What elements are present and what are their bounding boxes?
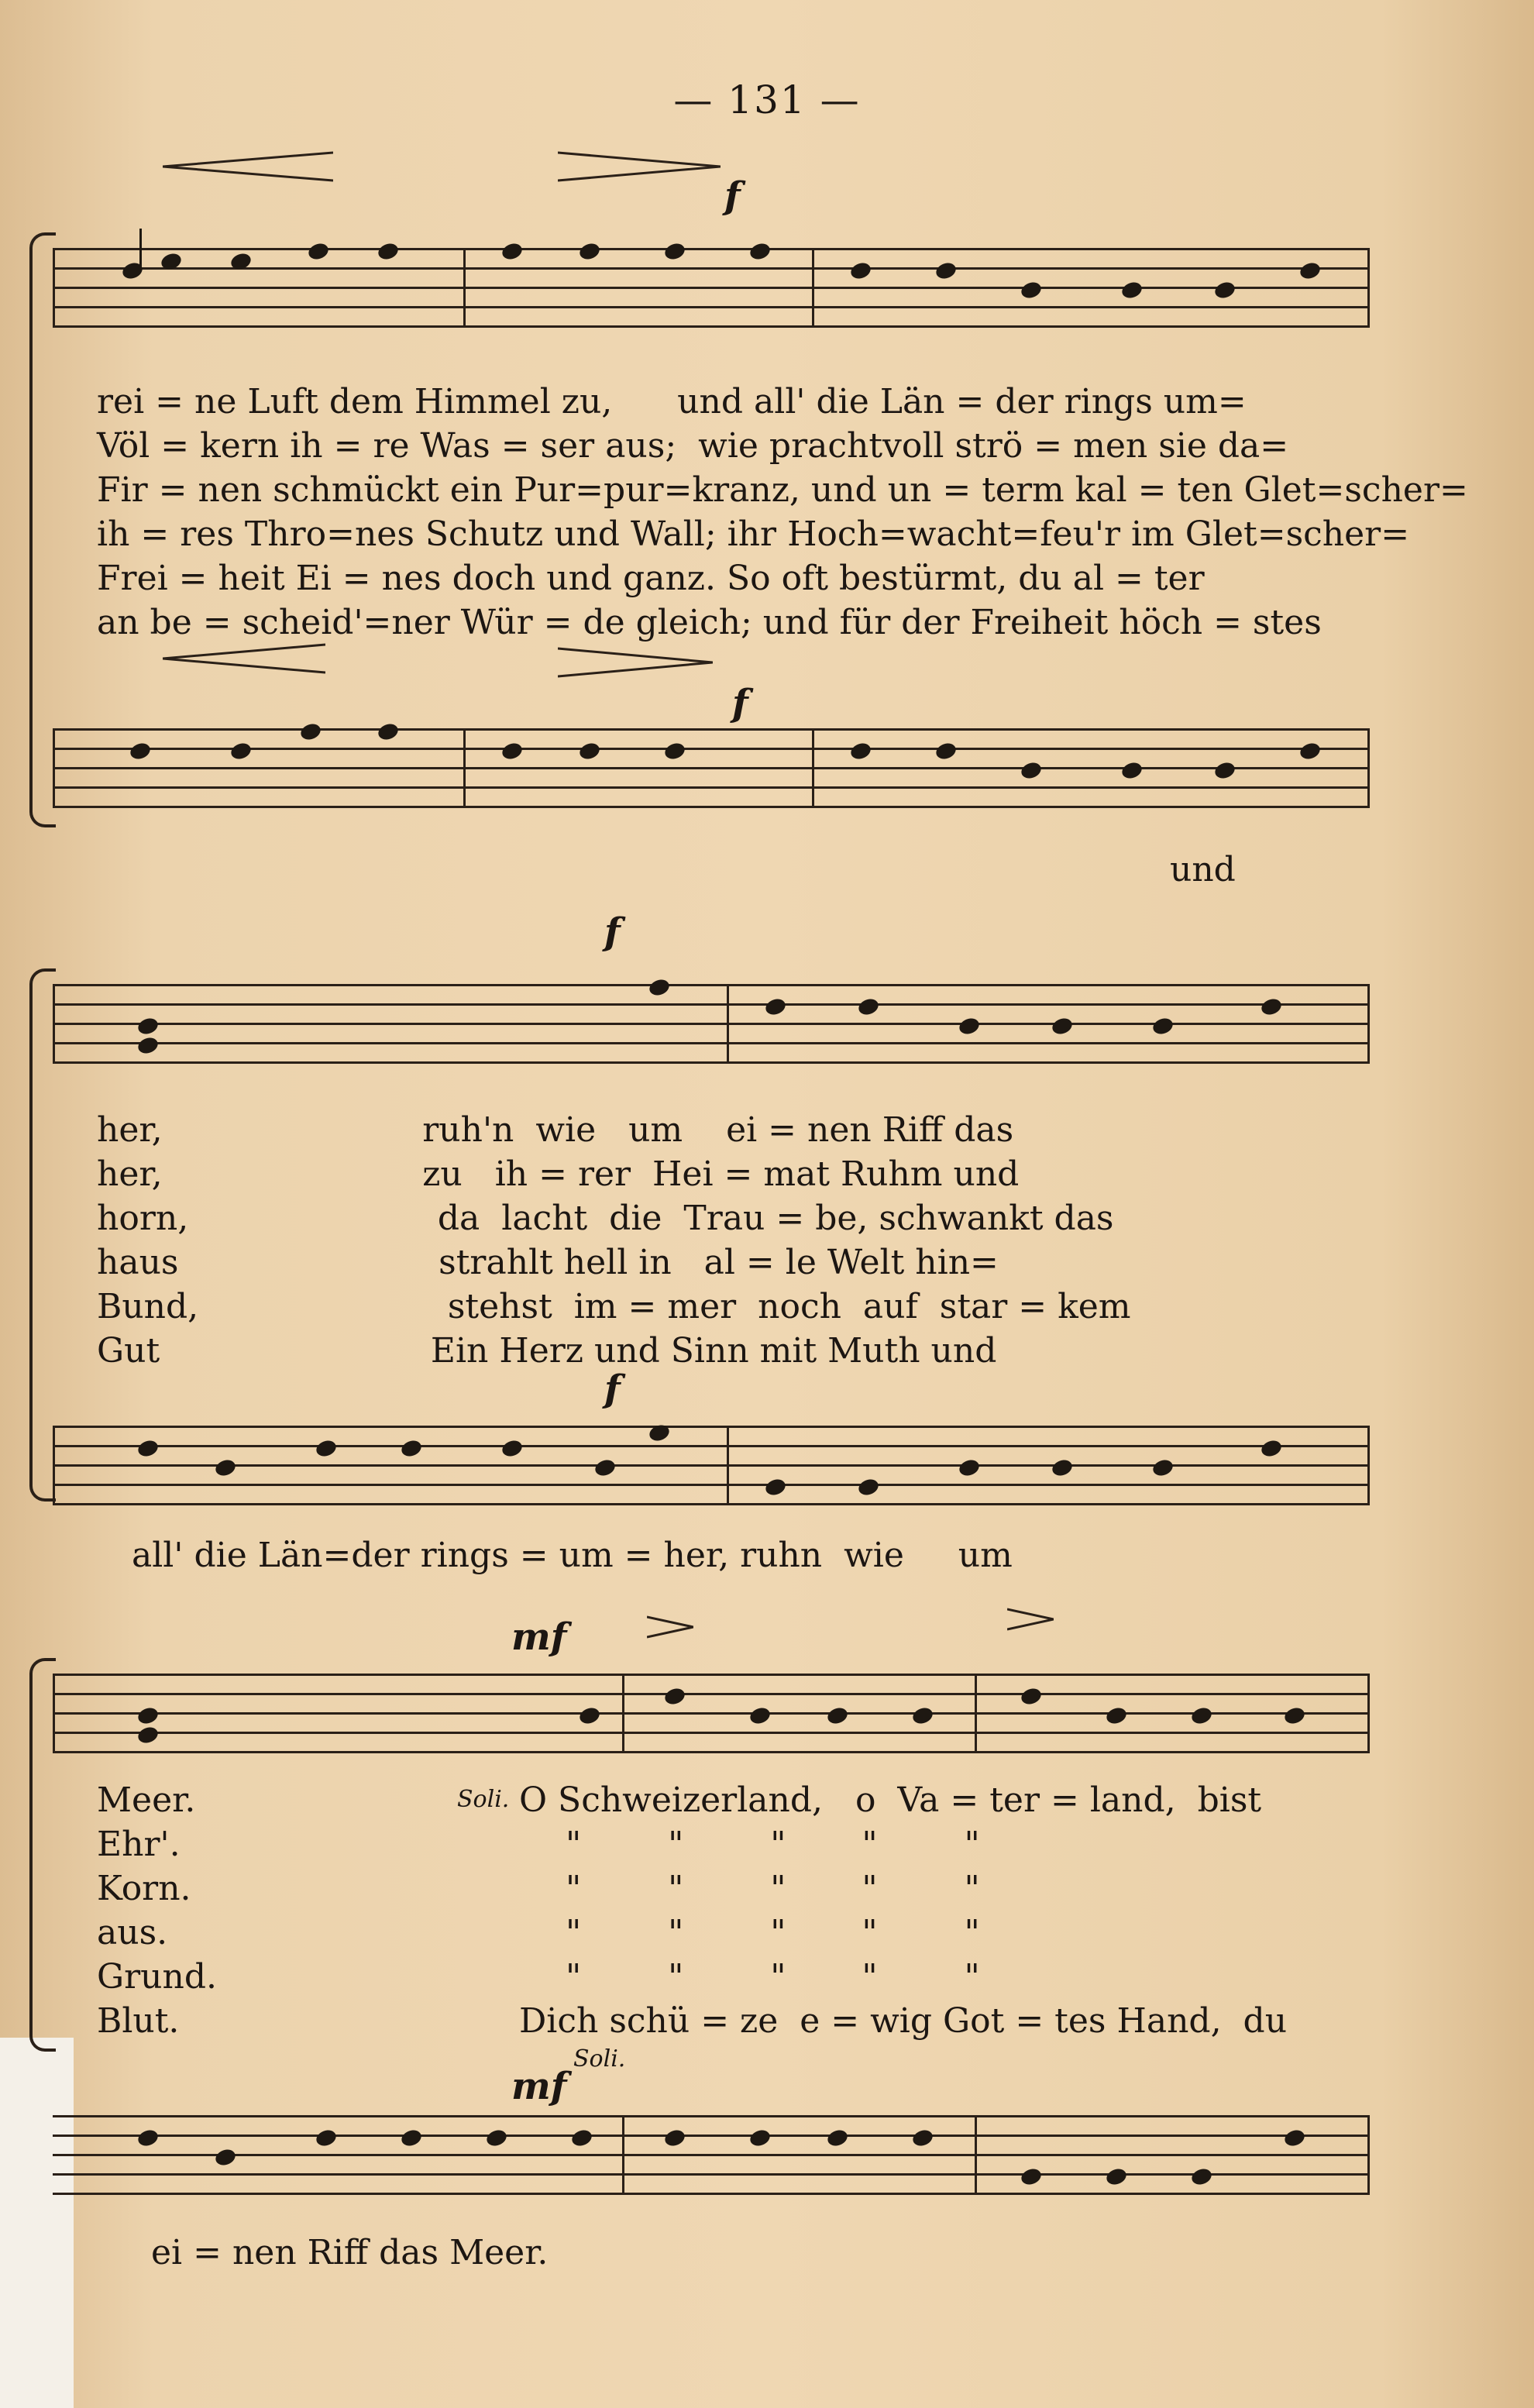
treble-staff [53, 984, 1370, 1061]
page-edge [0, 2038, 74, 2408]
system-brace [29, 968, 56, 1502]
lyrics-system-1: rei = ne Luft dem Himmel zu, und all' die Län = der rings um= Völ = kern ih = re Was = ser aus; wie prachtvoll strö = men sie da= Fir = nen schmückt ein Pur=pur=kranz, und un = term kal = ten Glet=scher= ih = res Thro=nes Schutz und Wall; ihr Hoch=wacht=feu'r im Glet=scher= Frei = heit Ei = nes doch und ganz. So oft bestürmt, du al = ter an be = scheid'=ner Wür = de gleich; und für der Freiheit höch = stes [97, 382, 1468, 642]
crescendo-hairpin [163, 151, 333, 182]
dynamic-mezzo-forte: mf [511, 1615, 567, 1659]
bass-lyric: und [1170, 850, 1236, 889]
decrescendo-hairpin [558, 151, 721, 182]
accent-mark [647, 1612, 693, 1643]
bass-lyric: ei = nen Riff das Meer. [151, 2233, 549, 2272]
lyrics-system-3: Meer. Ehr'. Korn. aus. Grund. Blut. [97, 1780, 218, 2041]
page-number: — 131 — [673, 77, 861, 122]
bass-staff [53, 2115, 1370, 2193]
bass-staff [53, 1426, 1370, 1503]
dynamic-forte: f [604, 910, 621, 954]
system-brace [29, 232, 56, 827]
dynamic-mezzo-forte: mf [511, 2065, 567, 2108]
soli-marking: Soli. [457, 1786, 510, 1813]
soli-marking: Soli. [573, 2045, 626, 2073]
dynamic-forte: f [604, 1367, 621, 1411]
treble-staff [53, 248, 1370, 325]
system-brace [29, 1658, 56, 2052]
bass-lyric: all' die Län=der rings = um = her, ruhn wie um [132, 1536, 1013, 1575]
lyrics-system-2: her, ruh'n wie um ei = nen Riff das her, zu ih = rer Hei = mat Ruhm und horn, da lacht die Trau = be, schwankt das haus strahlt hell in al = le Welt hin= Bund, stehst im = mer noch auf star = kem Gut Ein Herz und Sinn mit Muth und [97, 1110, 1131, 1371]
decrescendo-hairpin [558, 647, 713, 678]
accent-mark [1007, 1604, 1054, 1635]
bass-staff [53, 728, 1370, 806]
dynamic-forte: f [732, 682, 748, 725]
crescendo-hairpin [163, 643, 325, 674]
dynamic-forte: f [724, 174, 741, 218]
treble-staff [53, 1674, 1370, 1751]
soli-lyrics: O Schweizerland, o Va = ter = land, bist " " " " " " " " " " " " " " " " " " " " Dich schü = ze e = wig Got = tes Hand, du [519, 1780, 1288, 2041]
